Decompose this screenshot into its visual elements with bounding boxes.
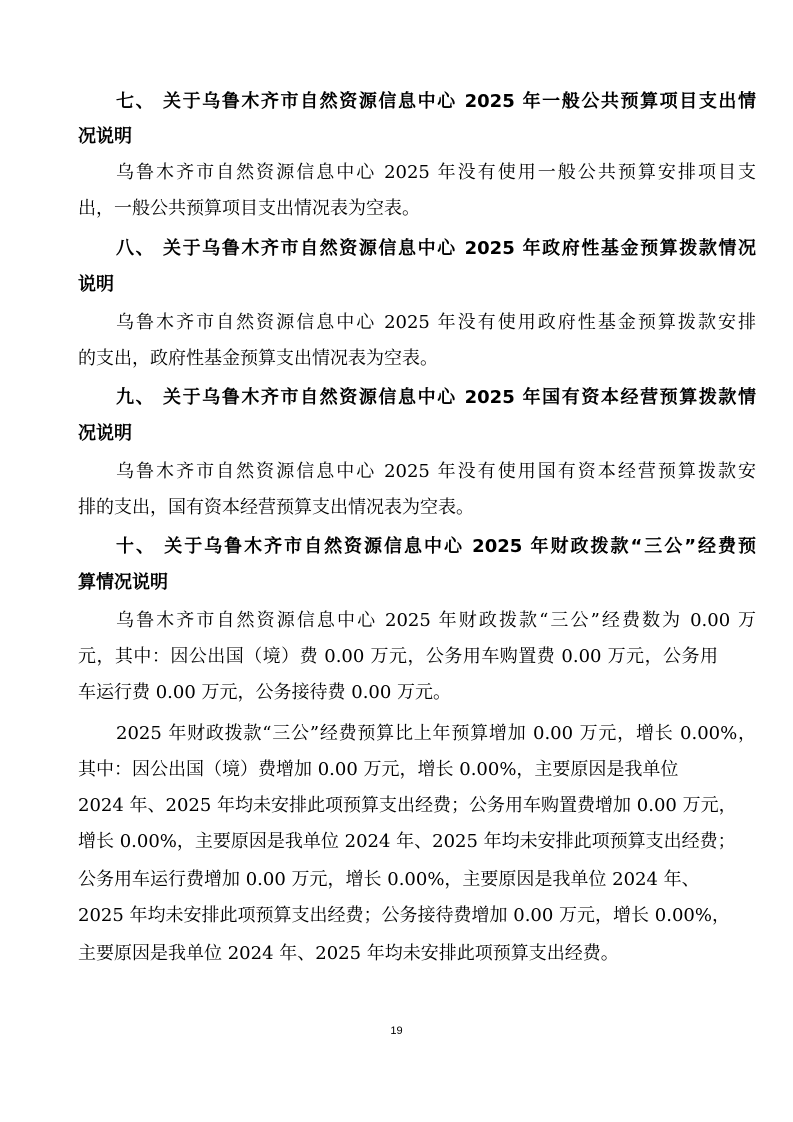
section-10-para2-line-4: 增长 0.00%，主要原因是我单位 2024 年、2025 年均未安排此项预算支出经费； — [78, 831, 736, 852]
section-7-heading-line-1: 七、 关于乌鲁木齐市自然资源信息中心 2025 年一般公共预算项目支出情 — [116, 91, 756, 112]
section-7-heading-line-2: 况说明 — [78, 126, 132, 147]
section-10-body-line-3: 车运行费 0.00 万元，公务接待费 0.00 万元。 — [78, 682, 452, 703]
section-10-para2-line-7: 主要原因是我单位 2024 年、2025 年均未安排此项预算支出经费。 — [78, 943, 619, 964]
section-8-heading-line-1: 八、 关于乌鲁木齐市自然资源信息中心 2025 年政府性基金预算拨款情况 — [116, 238, 756, 259]
section-10-para2-line-3: 2024 年、2025 年均未安排此项预算支出经费；公务用车购置费增加 0.00 万元， — [78, 795, 737, 816]
section-9-heading-line-1: 九、 关于乌鲁木齐市自然资源信息中心 2025 年国有资本经营预算拨款情 — [116, 387, 756, 408]
section-9-body-line-2: 排的支出，国有资本经营预算支出情况表为空表。 — [78, 497, 474, 518]
section-7-body-line-2: 出，一般公共预算项目支出情况表为空表。 — [78, 198, 420, 219]
section-8-heading-line-2: 说明 — [78, 274, 114, 295]
section-8-body-line-1: 乌鲁木齐市自然资源信息中心 2025 年没有使用政府性基金预算拨款安排 — [116, 312, 756, 333]
section-7-body-line-1: 乌鲁木齐市自然资源信息中心 2025 年没有使用一般公共预算安排项目支 — [116, 162, 756, 183]
page-number: 19 — [390, 1025, 403, 1037]
section-10-para2-line-2: 其中：因公出国（境）费增加 0.00 万元，增长 0.00%，主要原因是我单位 — [78, 759, 679, 780]
section-10-para2-line-5: 公务用车运行费增加 0.00 万元，增长 0.00%，主要原因是我单位 2024 年、 — [78, 869, 700, 890]
section-10-para2-line-6: 2025 年均未安排此项预算支出经费；公务接待费增加 0.00 万元，增长 0.00%， — [78, 905, 730, 926]
section-10-body-line-2: 元，其中：因公出国（境）费 0.00 万元，公务用车购置费 0.00 万元，公务用 — [78, 646, 718, 667]
section-8-body-line-2: 的支出，政府性基金预算支出情况表为空表。 — [78, 348, 438, 369]
section-9-body-line-1: 乌鲁木齐市自然资源信息中心 2025 年没有使用国有资本经营预算拨款安 — [116, 461, 756, 482]
section-10-body-line-1: 乌鲁木齐市自然资源信息中心 2025 年财政拨款“三公”经费数为 0.00 万 — [116, 610, 756, 631]
section-9-heading-line-2: 况说明 — [78, 423, 132, 444]
section-10-heading-line-1: 十、 关于乌鲁木齐市自然资源信息中心 2025 年财政拨款“三公”经费预 — [116, 536, 756, 557]
section-10-para2-line-1: 2025 年财政拨款“三公”经费预算比上年预算增加 0.00 万元，增长 0.00%， — [116, 723, 756, 744]
section-10-heading-line-2: 算情况说明 — [78, 572, 168, 593]
